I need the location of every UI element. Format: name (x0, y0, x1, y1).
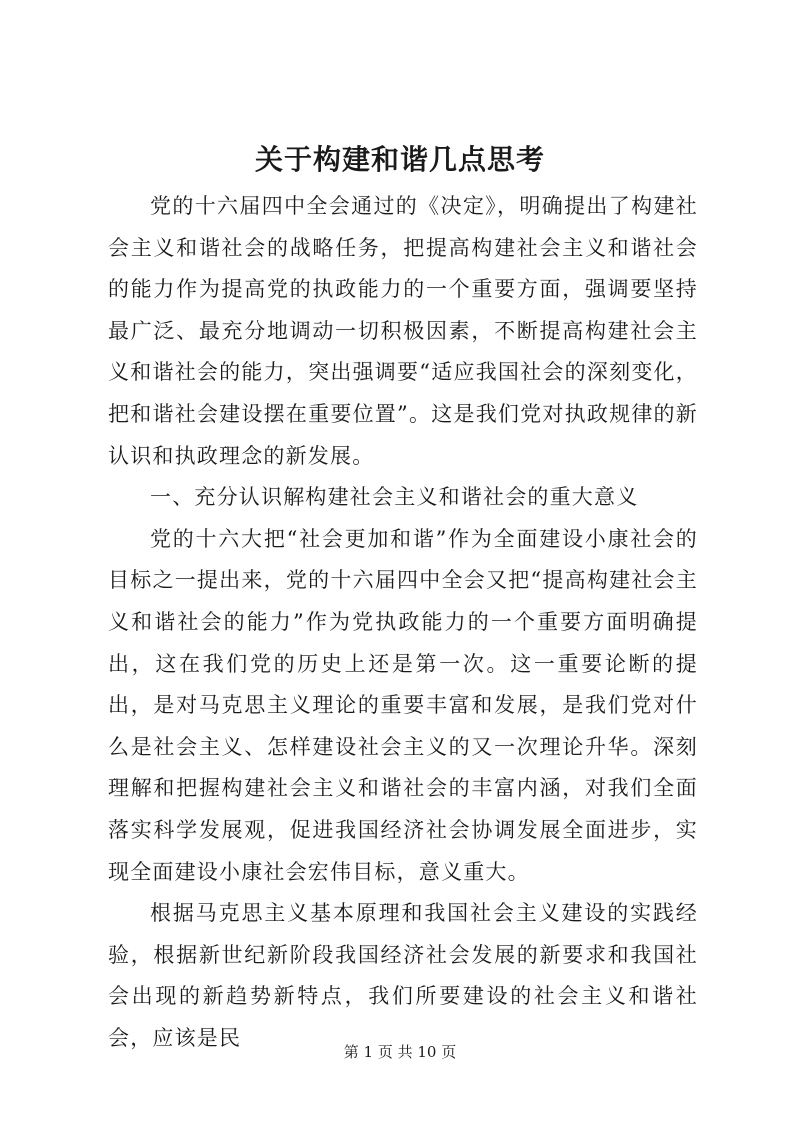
document-body (108, 186, 698, 1059)
paragraph-intro: 党的十六届四中全会通过的《决定》，明确提出了构建社会主义和谐社会的战略任务，把提高构建社会主义和谐社会的能力作为提高党的执政能力的一个重要方面，强调要坚持最广泛、最充分地调动一切积极因素，不断提高构建社会主义和谐社会的能力，突出强调要“适应我国社会的深刻变化，把和谐社会建设摆在重要位置”。这是我们党对执政规律的新认识和执政理念的新发展。 (108, 194, 698, 468)
document-title: 关于构建和谐几点思考 (254, 143, 545, 176)
page-number-footer: 第 1 页 共 10 页 (343, 1043, 457, 1061)
paragraph-significance: 党的十六大把“社会更加和谐”作为全面建设小康社会的目标之一提出来，党的十六届四中全会又把“提高构建社会主义和谐社会的能力”作为党执政能力的一个重要方面明确提出，这在我们党的历史上还是第一次。这一重要论断的提出，是对马克思主义理论的重要丰富和发展，是我们党对什么是社会主义、怎样建设社会主义的又一次理论升华。深刻理解和把握构建社会主义和谐社会的丰富内涵，对我们全面落实科学发展观，促进我国经济社会协调发展全面进步，实现全面建设小康社会宏伟目标，意义重大。 (108, 526, 698, 884)
section-heading-1: 一、充分认识解构建社会主义和谐社会的重大意义 (150, 485, 639, 510)
paragraph-principles: 根据马克思主义基本原理和我国社会主义建设的实践经验，根据新世纪新阶段我国经济社会发展的新要求和我国社会出现的新趋势新特点，我们所要建设的社会主义和谐社会，应该是民 (108, 901, 698, 1050)
